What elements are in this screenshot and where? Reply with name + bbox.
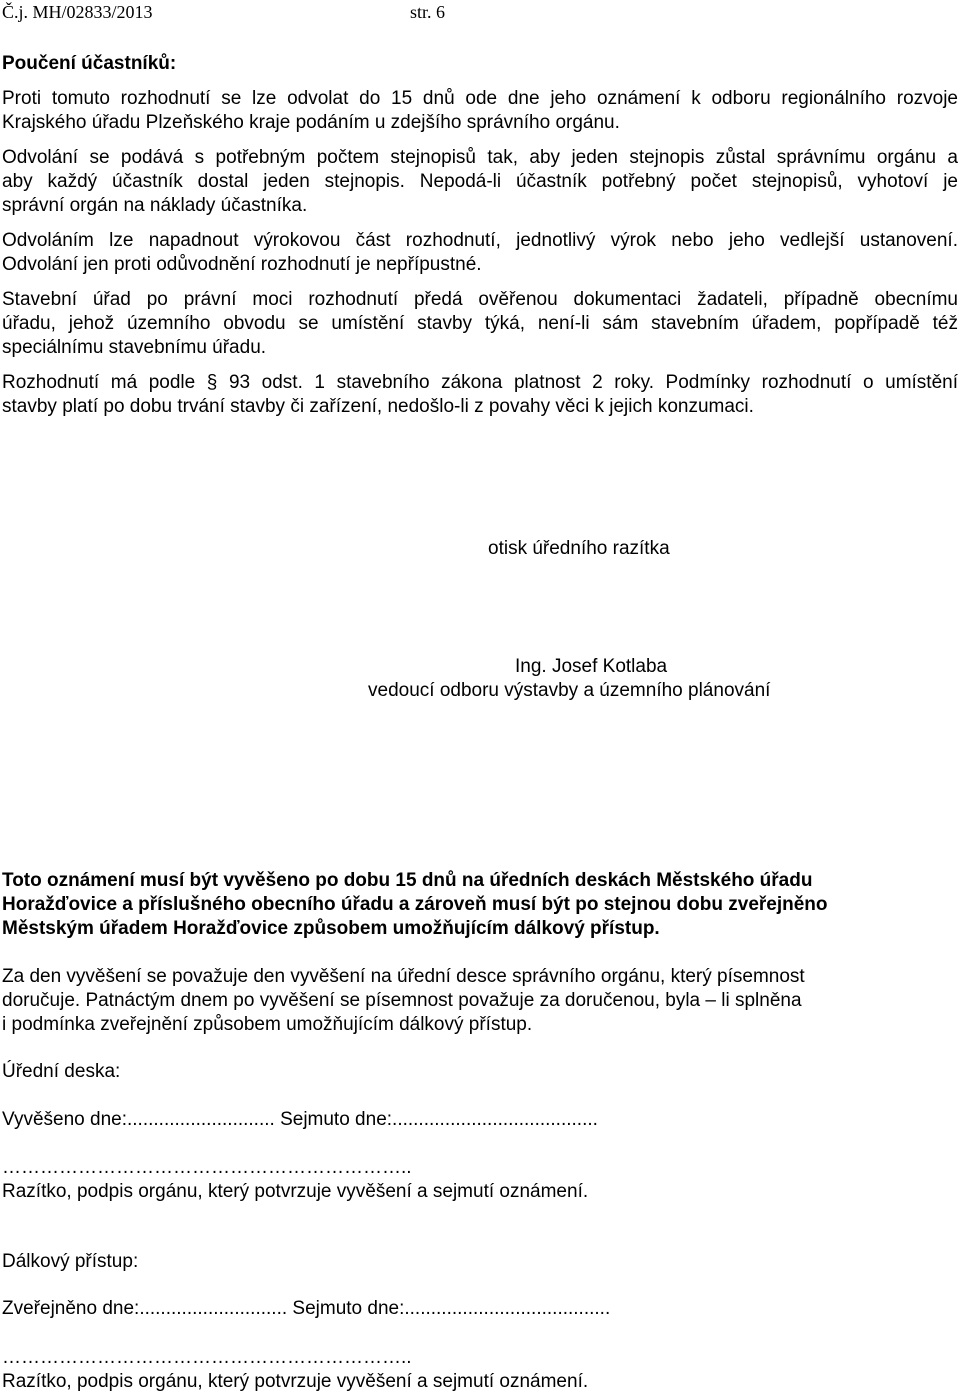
signatory-name: Ing. Josef Kotlaba bbox=[515, 656, 668, 677]
remote-label: Dálkový přístup: bbox=[2, 1251, 139, 1272]
paragraph-line: úřadu, jehož územního obvodu se umístění stavby týká, není-li sám stavebním úřadem, popřípadě též bbox=[2, 313, 958, 334]
paragraph-line: Krajského úřadu Plzeňského kraje podáním u zdejšího správního orgánu. bbox=[2, 112, 620, 133]
remote-stamp-caption: Razítko, podpis orgánu, který potvrzuje vyvěšení a sejmutí oznámení. bbox=[2, 1371, 589, 1392]
paragraph-line: Proti tomuto rozhodnutí se lze odvolat do 15 dnů ode dne jeho oznámení k odboru regionálního rozvoje bbox=[2, 88, 958, 109]
stamp-placeholder: otisk úředního razítka bbox=[488, 538, 670, 559]
notice-line: Toto oznámení musí být vyvěšeno po dobu 15 dnů na úředních deskách Městského úřadu bbox=[2, 870, 813, 891]
paragraph-line bbox=[2, 373, 958, 392]
paragraph-line: stavby platí po dobu trvání stavby či zařízení, nedošlo-li z povahy věci k jejich konzumaci. bbox=[2, 396, 754, 417]
notice-line: Městským úřadem Horažďovice způsobem umožňujícím dálkový přístup. bbox=[2, 918, 660, 939]
section-sign: § bbox=[206, 372, 218, 393]
paragraph-line: Stavební úřad po právní moci rozhodnutí předá ověřenou dokumentaci žadateli, případně obecnímu bbox=[2, 289, 958, 310]
paragraph-line: Odvolání jen proti odůvodnění rozhodnutí je nepřípustné. bbox=[2, 254, 482, 275]
reference-number: Č.j. MH/02833/2013 bbox=[2, 2, 153, 22]
delivery-line: i podmínka zveřejnění způsobem umožňujícím dálkový přístup. bbox=[2, 1014, 533, 1035]
delivery-line: Za den vyvěšení se považuje den vyvěšení na úřední desce správního orgánu, který písemnost bbox=[2, 966, 805, 987]
board-label: Úřední deska: bbox=[2, 1061, 121, 1082]
paragraph-line: aby každý účastník dostal jeden stejnopis. Nepodá-li účastník potřebný počet stejnopisů, vyhotoví je bbox=[2, 171, 958, 192]
paragraph-line: správní orgán na náklady účastníka. bbox=[2, 195, 308, 216]
remote-signature-dots: ……………………………………………………….. bbox=[2, 1347, 412, 1368]
remote-dates-field: Zveřejněno dne:............................ Sejmuto dne:....................................... bbox=[2, 1298, 611, 1319]
board-signature-dots: ……………………………………………………….. bbox=[2, 1157, 412, 1178]
validity-text-rest: 93 odst. 1 stavebního zákona platnost 2 roky. Podmínky rozhodnutí o umístění bbox=[228, 372, 958, 393]
page-header bbox=[2, 2, 446, 23]
paragraph-line: Odvoláním lze napadnout výrokovou část rozhodnutí, jednotlivý výrok nebo jeho vedlejší ustanovení. bbox=[2, 230, 958, 251]
paragraph-line: Odvolání se podává s potřebným počtem stejnopisů tak, aby jeden stejnopis zůstal správnímu orgánu a bbox=[2, 147, 958, 168]
paragraph-line: speciálnímu stavebnímu úřadu. bbox=[2, 337, 267, 358]
page-number: str. 6 bbox=[410, 2, 446, 22]
delivery-line: doručuje. Patnáctým dnem po vyvěšení se písemnost považuje za doručenou, byla – li splněna bbox=[2, 990, 802, 1011]
board-dates-field: Vyvěšeno dne:............................ Sejmuto dne:....................................... bbox=[2, 1109, 598, 1130]
board-stamp-caption: Razítko, podpis orgánu, který potvrzuje vyvěšení a sejmutí oznámení. bbox=[2, 1181, 589, 1202]
signatory-role: vedoucí odboru výstavby a územního plánování bbox=[368, 680, 771, 701]
validity-text-start: Rozhodnutí má podle bbox=[2, 372, 196, 393]
notice-line: Horažďovice a příslušného obecního úřadu a zároveň musí být po stejnou dobu zveřejněno bbox=[2, 894, 828, 915]
instruction-heading: Poučení účastníků: bbox=[2, 53, 177, 74]
